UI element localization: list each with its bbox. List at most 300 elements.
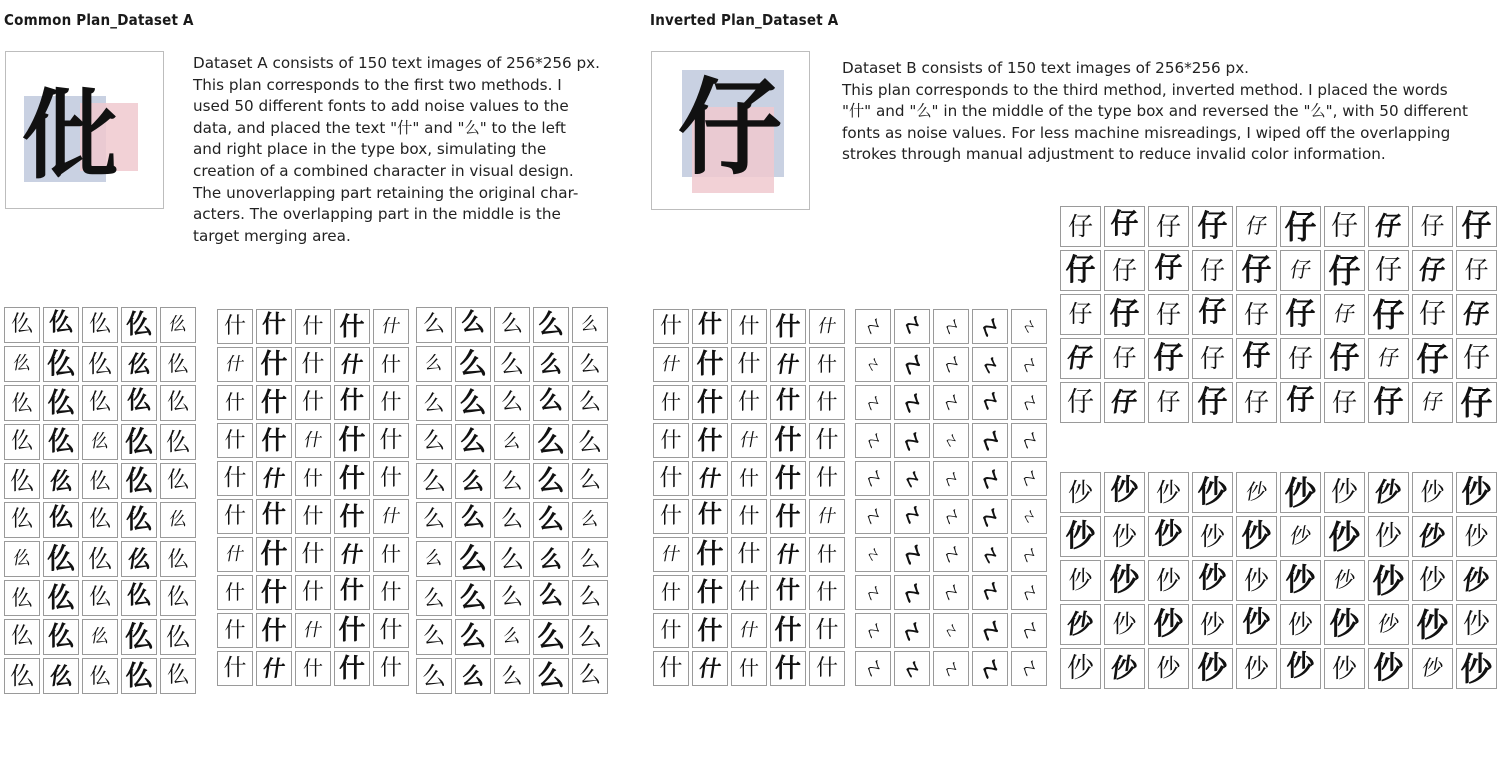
glyph-sample-cell: [933, 461, 969, 496]
glyph-sample-cell: [160, 346, 196, 382]
glyph-sample-cell: [855, 651, 891, 686]
glyph-sample-cell: [653, 499, 689, 534]
glyph-sample-cell: [1011, 651, 1047, 686]
glyph-sample-cell: [334, 347, 370, 382]
glyph-sample-cell: [160, 424, 196, 460]
glyph-sample-cell: [533, 385, 569, 421]
glyph-sample-cell: [1280, 648, 1321, 689]
glyph-sample-cell: [373, 613, 409, 648]
glyph-sample-cell: [455, 385, 491, 421]
glyph-sample-cell: [1104, 250, 1145, 291]
glyph-sample-cell: [933, 651, 969, 686]
glyph-sample-cell: [894, 575, 930, 610]
glyph-sample-cell: [43, 502, 79, 538]
glyph-sample-cell: [160, 385, 196, 421]
glyph-sample: 仔: [1199, 344, 1225, 373]
glyph-sample: 么: [422, 467, 446, 495]
grid-shi-glyphs: [217, 309, 409, 686]
glyph-sample: 什: [776, 388, 800, 416]
glyph-sample-cell: [809, 651, 845, 686]
glyph-sample-cell: [1368, 338, 1409, 379]
glyph-sample: 什: [738, 314, 760, 338]
glyph-sample: 仫: [88, 350, 112, 378]
glyph-sample: 仯: [1241, 518, 1272, 554]
glyph-sample: 仔: [1287, 258, 1314, 282]
glyph-sample: 仯: [1417, 521, 1448, 552]
glyph-sample-cell: [1192, 206, 1233, 247]
glyph-sample-cell: [533, 619, 569, 655]
glyph-sample-cell: [894, 309, 930, 344]
glyph-sample: ㄣ: [1018, 505, 1040, 527]
glyph-sample: 仯: [1153, 606, 1184, 642]
glyph-sample-cell: [572, 580, 608, 616]
glyph-sample: ㄣ: [1018, 390, 1040, 414]
glyph-sample-cell: [416, 619, 452, 655]
glyph-sample: 仫: [10, 429, 33, 454]
glyph-sample: 么: [458, 543, 487, 574]
glyph-sample: ㄣ: [899, 465, 925, 492]
glyph-sample: 仔: [1156, 389, 1181, 416]
glyph-sample: 仔: [1286, 386, 1315, 418]
glyph-sample-cell: [894, 461, 930, 496]
glyph-sample-cell: [1324, 294, 1365, 335]
glyph-sample-cell: [217, 385, 253, 420]
glyph-sample: 什: [339, 502, 365, 531]
glyph-sample: 什: [225, 581, 245, 604]
glyph-sample: 什: [260, 577, 287, 608]
glyph-sample: 仯: [1109, 562, 1140, 598]
glyph-sample: 什: [774, 615, 802, 645]
glyph-sample: 什: [738, 504, 760, 528]
glyph-sample: 仔: [1154, 254, 1183, 286]
glyph-sample-cell: [1011, 575, 1047, 610]
glyph-sample: 仫: [11, 353, 33, 374]
glyph-sample: 仔: [1109, 387, 1140, 418]
hero-image-inverted: [651, 51, 810, 210]
glyph-sample: 仫: [89, 468, 111, 493]
glyph-sample-cell: [82, 619, 118, 655]
glyph-sample-cell: [1236, 560, 1277, 601]
glyph-sample-cell: [455, 658, 491, 694]
glyph-sample-cell: [653, 537, 689, 572]
glyph-sample-cell: [217, 423, 253, 458]
glyph-sample-cell: [256, 651, 292, 686]
glyph-sample: 仯: [1068, 567, 1093, 594]
glyph-sample: 什: [379, 465, 402, 491]
glyph-sample-cell: [1148, 338, 1189, 379]
glyph-sample: 什: [339, 541, 365, 568]
glyph-sample-cell: [770, 537, 806, 572]
glyph-sample-cell: [82, 463, 118, 499]
glyph-sample: 仫: [89, 663, 111, 688]
glyph-sample-cell: [770, 613, 806, 648]
glyph-sample-cell: [770, 461, 806, 496]
glyph-sample-cell: [731, 385, 767, 420]
glyph-sample-cell: [1148, 472, 1189, 513]
glyph-sample: 仔: [1463, 343, 1490, 374]
glyph-sample-cell: [295, 385, 331, 420]
glyph-sample-cell: [1412, 560, 1453, 601]
glyph-sample: 什: [815, 427, 839, 453]
glyph-sample: 么: [459, 582, 487, 614]
glyph-sample: 什: [815, 655, 838, 681]
glyph-sample: ㄣ: [977, 541, 1003, 568]
glyph-sample: 什: [737, 579, 760, 605]
glyph-sample-cell: [1192, 648, 1233, 689]
glyph-sample: 仯: [1373, 650, 1404, 686]
glyph-sample-cell: [1060, 206, 1101, 247]
glyph-sample: 仯: [1461, 565, 1492, 596]
glyph-sample: ㄣ: [1019, 543, 1039, 566]
glyph-sample-cell: [256, 423, 292, 458]
glyph-sample: 仯: [1460, 650, 1493, 687]
glyph-sample-cell: [933, 575, 969, 610]
glyph-sample-cell: [160, 307, 196, 343]
glyph-sample-cell: [295, 347, 331, 382]
glyph-sample: 仯: [1110, 476, 1139, 508]
glyph-sample-cell: [121, 502, 157, 538]
glyph-sample-cell: [809, 499, 845, 534]
glyph-sample: 仫: [47, 622, 74, 652]
glyph-sample-cell: [1192, 472, 1233, 513]
glyph-sample-cell: [1011, 385, 1047, 420]
glyph-sample: 仔: [1065, 252, 1096, 288]
glyph-sample-cell: [855, 613, 891, 648]
glyph-sample-cell: [295, 309, 331, 344]
glyph-sample: 仔: [1110, 210, 1139, 242]
glyph-sample-cell: [121, 463, 157, 499]
glyph-sample-cell: [82, 385, 118, 421]
glyph-sample-cell: [1368, 648, 1409, 689]
glyph-sample-cell: [455, 580, 491, 616]
glyph-sample: 仫: [125, 660, 153, 692]
glyph-sample: 仫: [47, 427, 74, 457]
glyph-sample: 仯: [1065, 518, 1096, 554]
glyph-sample-cell: [653, 385, 689, 420]
glyph-sample-cell: [1060, 294, 1101, 335]
glyph-sample-cell: [692, 613, 728, 648]
glyph-sample: 么: [579, 509, 601, 530]
glyph-sample-cell: [1148, 294, 1189, 335]
glyph-sample: 仯: [1416, 606, 1449, 643]
glyph-sample-cell: [1324, 560, 1365, 601]
glyph-sample-cell: [4, 658, 40, 694]
glyph-sample-cell: [572, 424, 608, 460]
glyph-sample: ㄣ: [900, 502, 924, 530]
glyph-sample: 什: [301, 389, 324, 415]
glyph-sample: 仫: [125, 465, 153, 497]
glyph-sample-cell: [855, 499, 891, 534]
glyph-sample: ㄣ: [977, 502, 1003, 531]
glyph-sample-cell: [731, 499, 767, 534]
glyph-sample-cell: [1280, 560, 1321, 601]
glyph-sample: 什: [223, 313, 246, 339]
glyph-sample-cell: [972, 461, 1008, 496]
glyph-sample-cell: [256, 613, 292, 648]
glyph-sample-cell: [1060, 560, 1101, 601]
glyph-sample-cell: [692, 537, 728, 572]
glyph-sample: 仯: [1155, 478, 1181, 507]
glyph-sample-cell: [1236, 338, 1277, 379]
glyph-sample: 什: [301, 541, 325, 567]
grid-shi-inverted: [653, 309, 845, 686]
glyph-sample-cell: [455, 346, 491, 382]
glyph-sample-cell: [121, 541, 157, 577]
glyph-sample-cell: [494, 307, 530, 343]
glyph-sample-cell: [972, 347, 1008, 382]
glyph-sample-cell: [1456, 648, 1497, 689]
glyph-sample: 仫: [88, 545, 112, 573]
glyph-sample: ㄣ: [1018, 580, 1040, 604]
glyph-sample: ㄣ: [862, 618, 884, 642]
glyph-sample: 仯: [1065, 609, 1096, 640]
glyph-sample: 么: [578, 390, 601, 415]
glyph-sample-cell: [1060, 250, 1101, 291]
glyph-sample: 什: [698, 312, 722, 340]
glyph-sample-cell: [933, 385, 969, 420]
glyph-sample-cell: [731, 651, 767, 686]
glyph-sample-cell: [972, 385, 1008, 420]
glyph-sample-cell: [731, 423, 767, 458]
glyph-sample: ㄣ: [941, 657, 961, 680]
glyph-sample-cell: [256, 575, 292, 610]
glyph-sample: 仔: [1420, 213, 1445, 240]
glyph-sample-cell: [653, 461, 689, 496]
glyph-sample: 仔: [1242, 342, 1271, 374]
glyph-sample-cell: [1280, 604, 1321, 645]
grid-reversed-me: [855, 309, 1047, 686]
glyph-sample: 什: [338, 653, 365, 684]
glyph-sample: 仔: [1199, 256, 1225, 285]
glyph-sample-cell: [4, 424, 40, 460]
glyph-sample: 仫: [125, 310, 152, 340]
glyph-sample-cell: [217, 461, 253, 496]
glyph-sample-cell: [1104, 604, 1145, 645]
glyph-sample-cell: [1060, 338, 1101, 379]
glyph-sample: ㄣ: [976, 463, 1003, 494]
glyph-sample: 什: [698, 502, 722, 530]
glyph-sample-cell: [334, 309, 370, 344]
glyph-sample-cell: [692, 423, 728, 458]
glyph-sample: 什: [659, 313, 682, 339]
glyph-sample: 仔: [1373, 384, 1404, 420]
glyph-sample: ㄣ: [939, 351, 963, 377]
glyph-sample: 仔: [1461, 299, 1492, 330]
glyph-sample: 仯: [1328, 518, 1361, 555]
glyph-sample: 仯: [1242, 608, 1271, 640]
glyph-sample-cell: [731, 613, 767, 648]
glyph-sample: 仯: [1197, 474, 1228, 510]
glyph-sample: 仯: [1198, 564, 1227, 596]
description-inverted: Dataset B consists of 150 text images of 256*256 px. This plan corresponds to the third method, inverted method. I placed the words "什" and "么" in the middle of the type box and reversed the "么", with 50 different fonts as noise values. For less machine misreadings, I wiped off the overlapping strokes through manual adjustment to reduce invalid color information.: [842, 59, 1468, 164]
glyph-sample-cell: [43, 580, 79, 616]
glyph-sample-cell: [1104, 560, 1145, 601]
glyph-sample: 仯: [1284, 474, 1317, 511]
glyph-sample-cell: [121, 619, 157, 655]
glyph-sample-cell: [4, 502, 40, 538]
glyph-sample: 么: [459, 662, 487, 690]
glyph-sample-cell: [933, 423, 969, 458]
glyph-sample: 什: [660, 428, 682, 452]
glyph-sample-cell: [731, 309, 767, 344]
glyph-sample-cell: [933, 499, 969, 534]
glyph-sample-cell: [416, 541, 452, 577]
glyph-sample-cell: [653, 613, 689, 648]
glyph-sample: 什: [381, 353, 401, 376]
glyph-sample: ㄣ: [899, 616, 925, 645]
glyph-sample: 仯: [1464, 523, 1489, 550]
glyph-sample-cell: [295, 499, 331, 534]
glyph-sample: 仫: [166, 585, 189, 610]
glyph-sample-cell: [855, 309, 891, 344]
glyph-sample: 什: [224, 543, 246, 565]
glyph-sample-cell: [4, 580, 40, 616]
glyph-sample: 什: [659, 503, 682, 529]
glyph-sample-cell: [1060, 382, 1101, 423]
glyph-sample-cell: [894, 347, 930, 382]
glyph-sample: ㄣ: [939, 579, 962, 605]
glyph-sample-cell: [894, 537, 930, 572]
glyph-sample: 什: [380, 580, 402, 604]
glyph-sample-cell: [653, 347, 689, 382]
glyph-sample-cell: [1280, 294, 1321, 335]
glyph-sample: 什: [816, 580, 838, 604]
glyph-sample-cell: [533, 307, 569, 343]
glyph-sample-cell: [217, 575, 253, 610]
glyph-sample-cell: [933, 537, 969, 572]
glyph-sample: ㄣ: [898, 539, 926, 569]
glyph-sample: 什: [380, 505, 402, 527]
glyph-sample: 仔: [1112, 345, 1137, 372]
section-title-common: Common Plan_Dataset A: [4, 11, 194, 29]
glyph-sample-cell: [43, 463, 79, 499]
glyph-sample-cell: [1236, 472, 1277, 513]
glyph-sample-cell: [1412, 338, 1453, 379]
glyph-sample: 什: [697, 465, 723, 492]
glyph-sample: 什: [338, 425, 366, 455]
glyph-sample-cell: [855, 575, 891, 610]
glyph-sample: 么: [459, 467, 487, 495]
glyph-sample: 仔: [1329, 340, 1360, 376]
glyph-sample-cell: [1104, 338, 1145, 379]
glyph-sample: 什: [381, 543, 401, 566]
glyph-sample: 么: [500, 507, 523, 532]
glyph-sample-cell: [160, 502, 196, 538]
glyph-sample-cell: [1011, 499, 1047, 534]
glyph-sample-cell: [894, 651, 930, 686]
glyph-sample: 仔: [1068, 301, 1093, 328]
glyph-sample-cell: [43, 424, 79, 460]
glyph-sample-cell: [692, 309, 728, 344]
glyph-sample: 什: [816, 390, 838, 414]
glyph-sample: 仔: [1241, 252, 1272, 288]
glyph-sample: 仫: [47, 662, 75, 690]
glyph-sample: 么: [501, 431, 523, 452]
glyph-sample: 仔: [1067, 212, 1093, 241]
glyph-sample-cell: [4, 619, 40, 655]
glyph-sample-cell: [1104, 294, 1145, 335]
glyph-sample-cell: [82, 424, 118, 460]
glyph-sample-cell: [770, 347, 806, 382]
glyph-sample: ㄣ: [978, 388, 1002, 416]
glyph-sample-cell: [1192, 604, 1233, 645]
glyph-sample-cell: [1011, 347, 1047, 382]
glyph-sample-cell: [809, 423, 845, 458]
glyph-sample-cell: [334, 575, 370, 610]
glyph-sample-cell: [494, 658, 530, 694]
glyph-sample: 么: [537, 660, 565, 692]
glyph-sample: 仯: [1243, 480, 1270, 504]
glyph-sample: 仯: [1286, 652, 1315, 684]
glyph-sample: 么: [536, 426, 565, 457]
glyph-sample-cell: [731, 537, 767, 572]
glyph-sample-cell: [1368, 250, 1409, 291]
glyph-sample-cell: [295, 651, 331, 686]
glyph-sample: 什: [776, 578, 800, 606]
glyph-sample-cell: [1412, 382, 1453, 423]
glyph-sample: 么: [579, 314, 601, 335]
glyph-sample-cell: [416, 346, 452, 382]
glyph-sample-cell: [416, 424, 452, 460]
glyph-sample-cell: [1192, 338, 1233, 379]
glyph-sample: 么: [423, 548, 445, 569]
glyph-sample: 仔: [1243, 388, 1269, 417]
glyph-sample-cell: [1104, 516, 1145, 557]
glyph-sample: ㄣ: [861, 465, 885, 491]
glyph-sample-cell: [494, 619, 530, 655]
glyph-sample: 什: [661, 581, 681, 604]
glyph-sample-cell: [894, 499, 930, 534]
hero-glyph: 仳: [22, 79, 118, 192]
glyph-sample-cell: [692, 575, 728, 610]
glyph-sample: 什: [338, 615, 366, 645]
glyph-sample-cell: [334, 385, 370, 420]
glyph-sample: 仫: [88, 312, 111, 337]
glyph-sample-cell: [373, 347, 409, 382]
glyph-sample: 仯: [1419, 565, 1446, 596]
glyph-sample: ㄣ: [940, 619, 962, 641]
glyph-sample: 仯: [1285, 562, 1316, 598]
glyph-sample-cell: [1236, 604, 1277, 645]
glyph-sample: 仔: [1065, 343, 1096, 374]
glyph-sample: 什: [303, 467, 323, 490]
glyph-sample: 什: [223, 465, 247, 491]
glyph-sample: ㄣ: [900, 312, 924, 340]
glyph-sample: 仯: [1112, 611, 1137, 638]
glyph-sample: 什: [696, 387, 723, 418]
glyph-sample-cell: [809, 575, 845, 610]
glyph-sample: 么: [537, 545, 565, 573]
glyph-sample-cell: [1148, 206, 1189, 247]
glyph-sample-cell: [1011, 613, 1047, 648]
glyph-sample-cell: [373, 651, 409, 686]
glyph-sample: 么: [422, 312, 445, 337]
glyph-sample: 么: [501, 468, 523, 493]
glyph-sample: ㄣ: [940, 429, 962, 451]
glyph-sample-cell: [82, 541, 118, 577]
glyph-sample: 什: [775, 312, 801, 341]
glyph-sample-cell: [1324, 338, 1365, 379]
glyph-sample-cell: [1148, 604, 1189, 645]
glyph-sample-cell: [373, 575, 409, 610]
glyph-sample-cell: [256, 537, 292, 572]
glyph-sample-cell: [256, 347, 292, 382]
glyph-sample: 仔: [1287, 344, 1313, 373]
glyph-sample: 仯: [1067, 653, 1094, 684]
glyph-sample: ㄣ: [861, 503, 884, 529]
glyph-sample-cell: [1280, 472, 1321, 513]
glyph-sample: 仔: [1284, 208, 1317, 245]
